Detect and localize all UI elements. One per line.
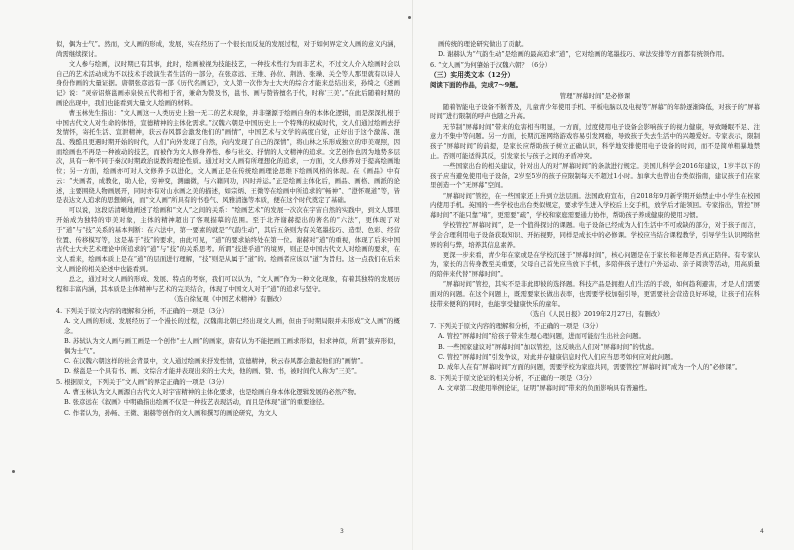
article-title: 管理“屏幕时间”是必修课 xyxy=(559,92,631,101)
page-number-right: 4 xyxy=(760,528,764,535)
article-paragraph: “屏幕时间”管控，其实不是非此即彼的选择题。科技产品是拥抱人们生活的手段，如何趋利避害，才是人们需要面对的问题。在这个问题上，既需要家长做出表率，也需要学校加强引导，更需要社会营造良好环境，让孩子们在科技带来便利的同时，也能享受健康快乐的童年。 xyxy=(430,280,760,308)
answer-option: D. 蔡邕是一个具有书、画、文综合才能并表现出来的士大夫，他的画、赞、书，被时间代人称为“三美”。 xyxy=(64,367,361,376)
scan-speck xyxy=(408,16,411,19)
answer-option: C. 在汉魏六朝这样的社会背景中，文人通过绘画来抒发性情，宣德精神，秋云春风都会激起他们的“画情”。 xyxy=(64,357,367,365)
article-paragraph: “屏幕时间”管控，在一些国家还上升到立法层面。法国政府宣布，自2018年9月新学期开始禁止中小学生在校园内使用手机。英国的一些学校也出台类似规定，要求学生进入学校后上交手机，放学后才能领回。专家指出，管控“屏幕时间”不能只靠“堵”，更需要“疏”，学校和家庭需要通力协作，帮助孩子养成健康的使用习惯。 xyxy=(430,191,760,219)
question-stem: 8. 下列关于原文论证的相关分析，不正确的一项是（3分） xyxy=(430,373,596,382)
answer-option: A. 曹玉林认为文人画源自古代文人对宇宙精神的主体化要求，也是绘画自身本体化逻辑发展的必然产物。 xyxy=(64,388,361,397)
answer-option: B. 一些国家建议对“屏幕时间”加以管控，这反映出人们对“屏幕时间”的忧虑。 xyxy=(438,342,658,351)
reading-instruction: 阅读下面的作品，完成7～9题。 xyxy=(430,81,522,90)
page-fold xyxy=(412,0,413,550)
passage-paragraph: 总之，通过对文人画的形成、发展、特点的考察，我们可以认为，“文人画”作为一种文化现象，有着其独特的发展历程和丰富内涵，其本质是主体精神与艺术的完美结合，体现了中国文人对于“道”的追求与坚守。 xyxy=(56,274,400,293)
question-stem: 5. 根据原文，下列关于“文人画”的界定正确的一项是（3分） xyxy=(56,377,229,386)
passage-paragraph: 曹玉林先生指出：“文人画这一人类历史上独一无二的艺术现象，并非肇源于绘画自身的本体化逻辑，而是深深扎根于中国古代文人对生命的体悟，宣德精神的主体化需求。”汉魏六朝是中国历史上一个特殊的权威时代，文人们通过绘画去抒发情怀，寄托生活、宣泄精神，获云春风都会激发他们的“画情”，中国艺术与文学的高度自觉，正好出于这个激荡、混乱、残酷且更遇时期开始的时代，人们“向外发现了自然，向内发现了自己的深情”，将山林之乐形成独立的审美观照，因而绘画也不再是一种被动的技艺，而被作为文人修身养性、参与社交、抒情的人文精神的追求。文艺创作也因为地势多层次，具有一种不同于秦汉时期政治说教的理论性质。通过对文人画有所理想化的追求，一方面，文人修养对于提高绘画地位；另一方面，绘画亦可对人文修养予以进化，文人画正是在传统绘画理论思维下绘画风格的体现。在《画品》中有云：“夫画者，成教化，助人伦，穷神变，测幽微，与六籍同功，四时并运。”正是绘画主体化后，画品、画格、画派的论述，主要围绕人物画展开，同时亦有对山水画之美的描述，如宗炳、王微等在绘画中所追求的“畅神”、“澄怀观道”等，皆是表达文人追求的思想倾向，而“文人画”所具有的书卷气、风雅清逸等本质，便在这个时代奠定了基础。 xyxy=(56,108,400,205)
question-stem: 4. 下列关于原文内容的理解和分析，不正确的一项是（3分） xyxy=(56,306,228,315)
page-number-left: 3 xyxy=(340,528,344,535)
scan-speck xyxy=(12,470,15,473)
answer-option: A. 文人画的形成、发展经历了一个漫长的过程，汉魏南北朝已经出现文人画，但由于时期局限并未形成“文人画”的概念。 xyxy=(64,317,400,335)
answer-option: D. 成年人在有“屏幕时间”方面的问题，需要学校为家庭共同，需要管控“屏幕时间”成为一个人的“必修课”。 xyxy=(438,363,742,371)
passage-paragraph: 文人参与绘画，汉时期已有其事，此时，绘画被视为技能技艺，一种技术性行为而非艺术，不过文人介入绘画时会以自己的艺术活动成为不以技术手段演生者生活的一部分，在张彦远、王维、孙位、荆浩、张璪、关仝等人那里就有以诗人身份作画的大量证据。唐朝张彦远有一部《历代名画记》，文人第一次作为士大夫的综合才能来总结出来，孙绮之《述画记》说：“灵帝诏蔡邕画赤泉侯五代将相于省，兼命为赞及书，邕书、画与赞皆擅名于代，时称‘三美’。”在此后随着时期的画论出现中，我们也能看到大量文人绘画的材料。 xyxy=(56,59,400,107)
article-source: （选自《人民日报》2019年2月27日，有删改） xyxy=(526,310,664,319)
section-heading: （三）实用类文本（12分） xyxy=(430,71,515,80)
answer-option: B. 张彦远在《叙画》中明确指出绘画不仅是一种技艺表现活动，而且是体现“道”的重要途径。 xyxy=(64,398,329,407)
article-paragraph: 无节制“屏幕时间”带来的危害相当明显，一方面，过度使用电子设备会影响孩子的视力健康，导致睡眠不足、注意力不集中等问题。另一方面，长期沉迷网络游戏容易引发网瘾，导致孩子失去生活中的兴趣爱好。专家表示，限制孩子“屏幕时间”的前提，是家长应帮助孩子树立正确认识，科学地安排使用电子设备的时间，而不是简单粗暴地禁止。否则可能适得其反，引发家长与孩子之间的矛盾冲突。 xyxy=(430,122,760,160)
answer-option: 画传统的理论研究做出了贡献。 xyxy=(438,40,528,48)
article-paragraph: 更深一步来看，青少年在家或是在学校沉迷于“屏幕时间”，核心问题是在于家长和老师是否真正陪伴。有专家认为，家长的言传身教至关重要，父母自己首先应当放下手机，多陪伴孩子进行户外运动、亲子阅读等活动，用高质量的陪伴来代替“屏幕时间”。 xyxy=(430,250,760,279)
answer-option: D. 谢赫认为“气韵生动”是绘画的最高追求“道”，它对绘画的笔墨技巧、章法安排等方面都有统领作用。 xyxy=(438,50,729,59)
question-stem: 6. “文人画”为何肇始于汉魏六朝？（6分） xyxy=(430,60,551,69)
passage-paragraph: 可以说，这段话清晰地阐述了绘画和“文人”之间的关系：“绘画艺术”的发展一次次在宇宙自然的实践中，到文人那里开始成为独特的审美对象，主体的精神超出了客观描摹的范围。至于北齐谢赫提出的著名的“六法”，更体现了对于“道”与“技”关系的基本判断：在六法中，第一要素的就是“气韵生动”，其后五条则为有关笔墨技巧、造型、色彩、经营位置、传移模写等，这是基于“技”的要求，由此可见，“道”的要求始终处在第一位。谢赫对“道”的重视，体现了后来中国古代士大夫艺术理论中所追求的“道”与“技”的关系思考。所谓“技进乎道”的境界，则正是中国古代文人对绘画的要求，在文人看来，绘画本质上是在“道”的层面进行理解，“技”则是从属于“道”的。绘画者应该以“道”为旨归。这一点我们在后来文人画论的相关论述中也能看到。 xyxy=(56,206,400,273)
answer-option: A. 文章第二段使用举例论证，证明“屏幕时间”带来的负面影响具有普遍性。 xyxy=(438,383,652,392)
left-column xyxy=(56,40,400,419)
answer-option: A. 管控“屏幕时间”给孩子带来生理心理问题，进而可能衍生出社会问题。 xyxy=(438,332,645,341)
answer-option: B. 苏轼认为文人画与画工画是一个创作“士人画”的画家，唐有认为不能把画工画求形似，但求神似，所谓“拔弃形似，偶为士气”。 xyxy=(64,337,400,355)
answer-option: C. 管控“屏幕时间”引发争议，对此并存健康信息时代人们应当思考如何应对此问题。 xyxy=(438,352,677,361)
article-paragraph: 随着智能电子设备不断普及，儿童青少年使用手机、平板电脑以及电视等“屏幕”的年龄逐渐降低，对孩子的“屏幕时间”进行限制的呼声也随之升高。 xyxy=(430,102,760,121)
answer-option: C. 作者认为，孙畅、王微、谢赫等创作的文人画和撰写的画论研究，为文人 xyxy=(64,408,278,417)
right-column xyxy=(430,40,760,394)
article-paragraph: 一些国家出台的相关建议，针对出人的对“屏幕时间”的条款进行规定。美国儿科学会2016年建议，1岁半以下的孩子应当避免使用电子设备，2岁至5岁的孩子应限制每天不超过1小时。加拿大也曾出台类似指南，建议孩子们在家里创造一个“无屏幕”空间。 xyxy=(430,161,760,190)
passage-source: （选自徐复观《中国艺术精神》有删改） xyxy=(170,295,286,304)
article-paragraph: 学校管控“屏幕时间”，是一个值得探讨的课题。电子设备已经成为人们生活中不可或缺的部分，对于孩子而言，学会合理利用电子设备获取知识、开拓视野，同样是成长中的必修课。学校应当结合课程教学，引导学生认识网络世界的利与弊，培养其信息素养。 xyxy=(430,221,760,249)
question-stem: 7. 下列关于原文内容的理解和分析，不正确的一项是（3分） xyxy=(430,322,602,331)
passage-paragraph: 似，偶为士气”。然而，文人画的形成，发展，实在经历了一个很长而反复的发展过程，对于如何界定文人画的意义内涵，尚需继续探讨。 xyxy=(56,40,400,58)
